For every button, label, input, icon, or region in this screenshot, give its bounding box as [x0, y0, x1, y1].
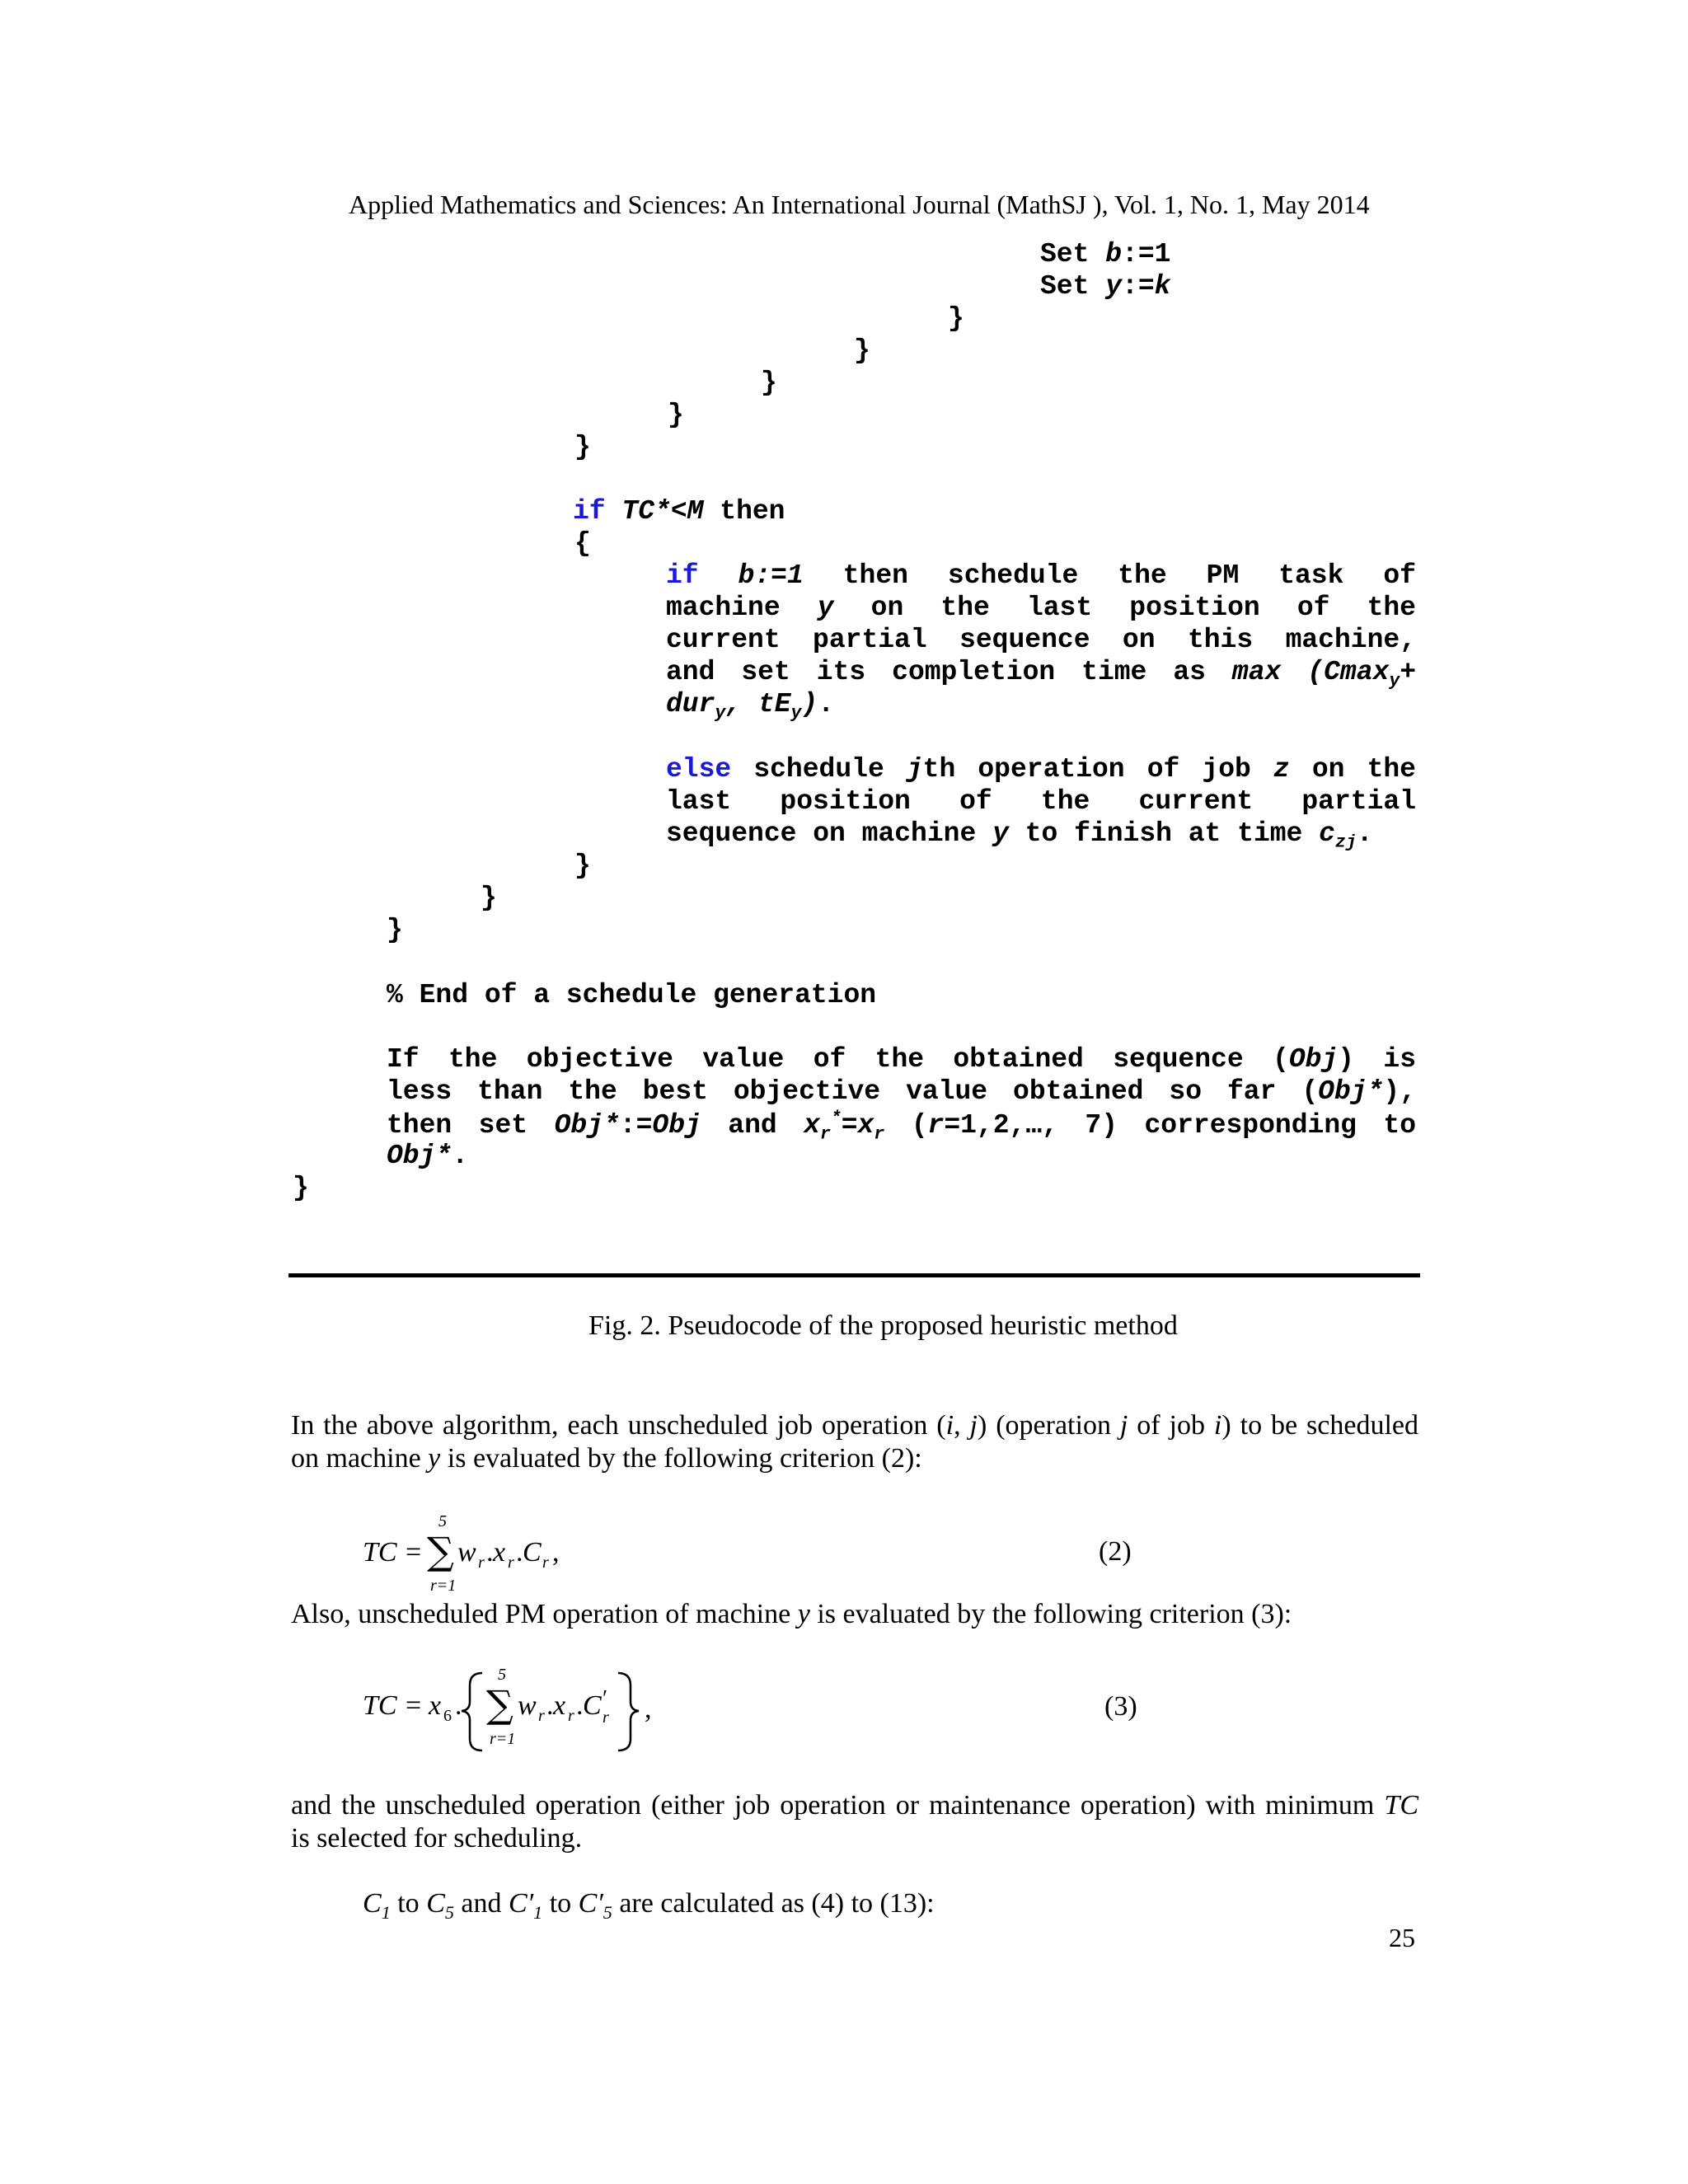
keyword-if: if [666, 560, 699, 591]
code-brace-close: } [948, 303, 964, 334]
code-else-line3: sequence on machine y to finish at time $c_{zj}$. [666, 818, 1373, 853]
svg-text:TC: TC [363, 1690, 397, 1721]
code-set-b: Set b:=1 [1040, 239, 1171, 269]
running-header: Applied Mathematics and Sciences: An International Journal (MathSJ ), Vol. 1, No. 1, May 2014 [349, 190, 1370, 219]
svg-text:C: C [583, 1690, 602, 1721]
equation-3-number: (3) [1104, 1691, 1137, 1722]
svg-text:x: x [553, 1690, 566, 1721]
code-if2-line4: and set its completion time as max (Cmax$_y$+ [666, 657, 1416, 691]
paragraph-line: on machine y is evaluated by the following criterion (2): [291, 1443, 922, 1474]
code-else-line2: last position of the current partial [666, 786, 1416, 817]
svg-text:r: r [478, 1554, 485, 1572]
svg-text:x: x [493, 1537, 506, 1568]
code-brace-close: } [293, 1173, 309, 1203]
svg-text:r: r [542, 1554, 549, 1572]
equation-2-formula [354, 1508, 626, 1599]
page-number: 25 [1389, 1923, 1415, 1952]
svg-text:′: ′ [603, 1686, 608, 1712]
paragraph-line: is selected for scheduling. [291, 1823, 583, 1854]
code-if-tc-line [573, 496, 785, 527]
figure-rule [288, 1273, 1420, 1277]
keyword-if: if [573, 496, 606, 527]
code-if2-line1 [666, 560, 1416, 591]
svg-text:5: 5 [498, 1666, 506, 1684]
code-final-line4: Obj*. [387, 1141, 469, 1171]
svg-text:r: r [603, 1708, 609, 1727]
paragraph-line: $C_1$ to $C_5$ and $C'_1$ to $C'_5$ are calculated as (4) to (13): [363, 1888, 935, 1923]
code-brace-open: { [574, 528, 591, 559]
code-set-y: Set y:=k [1040, 271, 1171, 302]
code-if2-line2: machine y on the last position of the [666, 593, 1416, 623]
svg-text:.: . [516, 1537, 523, 1568]
code-brace-close: } [574, 432, 591, 462]
svg-text:.: . [546, 1690, 554, 1721]
svg-text:r=1: r=1 [430, 1577, 457, 1595]
code-brace-close: } [668, 400, 684, 430]
svg-text:r=1: r=1 [490, 1730, 516, 1748]
svg-text:r: r [538, 1707, 545, 1725]
paragraph-line: Also, unscheduled PM operation of machine y is evaluated by the following criterion (3): [291, 1599, 1292, 1629]
svg-text:r: r [568, 1707, 574, 1725]
code-if2-line5: dur$_y$, $tE_y$). [666, 689, 835, 724]
code-final-line1: If the objective value of the obtained sequence (Obj) is [387, 1044, 1417, 1075]
code-brace-close: } [574, 851, 591, 881]
figure-caption: Fig. 2. Pseudocode of the proposed heuristic method [588, 1310, 1178, 1341]
keyword-then: then [720, 496, 785, 527]
code-final-line2: less than the best objective value obtained so far (Obj*), [387, 1076, 1416, 1107]
svg-text:w: w [457, 1537, 476, 1568]
equation-3-formula [354, 1657, 701, 1764]
code-brace-close: } [387, 915, 403, 945]
svg-text:.: . [455, 1690, 462, 1721]
code-brace-close: } [481, 883, 497, 913]
paragraph-line: In the above algorithm, each unscheduled job operation (i, j) (operation j of job i) to be scheduled [291, 1410, 1418, 1441]
svg-text:TC: TC [363, 1537, 397, 1568]
code-if2-line3: current partial sequence on this machine, [666, 625, 1416, 655]
code-condition: b:=1 [738, 560, 804, 591]
equation-2-number: (2) [1099, 1536, 1132, 1567]
svg-text:∑: ∑ [427, 1529, 454, 1573]
code-final-line3: then set Obj*:=Obj and $x_r^*=x_r$ (r=1,2,…, 7) corresponding to [387, 1108, 1416, 1145]
svg-text:∑: ∑ [486, 1682, 513, 1727]
svg-text:=: = [406, 1537, 422, 1568]
svg-text:C: C [523, 1537, 542, 1568]
code-else-line1: else schedule jth operation of job z on the [666, 754, 1416, 785]
svg-text:6: 6 [443, 1707, 452, 1725]
svg-text:=: = [406, 1690, 422, 1721]
code-comment: % End of a schedule generation [387, 980, 877, 1010]
svg-text:w: w [518, 1690, 537, 1721]
svg-text:,: , [552, 1537, 560, 1568]
svg-text:5: 5 [438, 1512, 447, 1530]
keyword-else: else [666, 754, 732, 785]
svg-text:x: x [429, 1690, 442, 1721]
svg-text:.: . [486, 1537, 494, 1568]
code-condition: TC*<M [621, 496, 704, 527]
svg-text:.: . [576, 1690, 584, 1721]
svg-text:r: r [508, 1554, 514, 1572]
code-brace-close: } [854, 335, 870, 366]
svg-text:,: , [645, 1694, 652, 1724]
code-brace-close: } [761, 368, 777, 398]
paragraph-line: and the unscheduled operation (either job operation or maintenance operation) with minimum TC [291, 1790, 1418, 1821]
code-text: then schedule the PM task of [842, 560, 1416, 591]
